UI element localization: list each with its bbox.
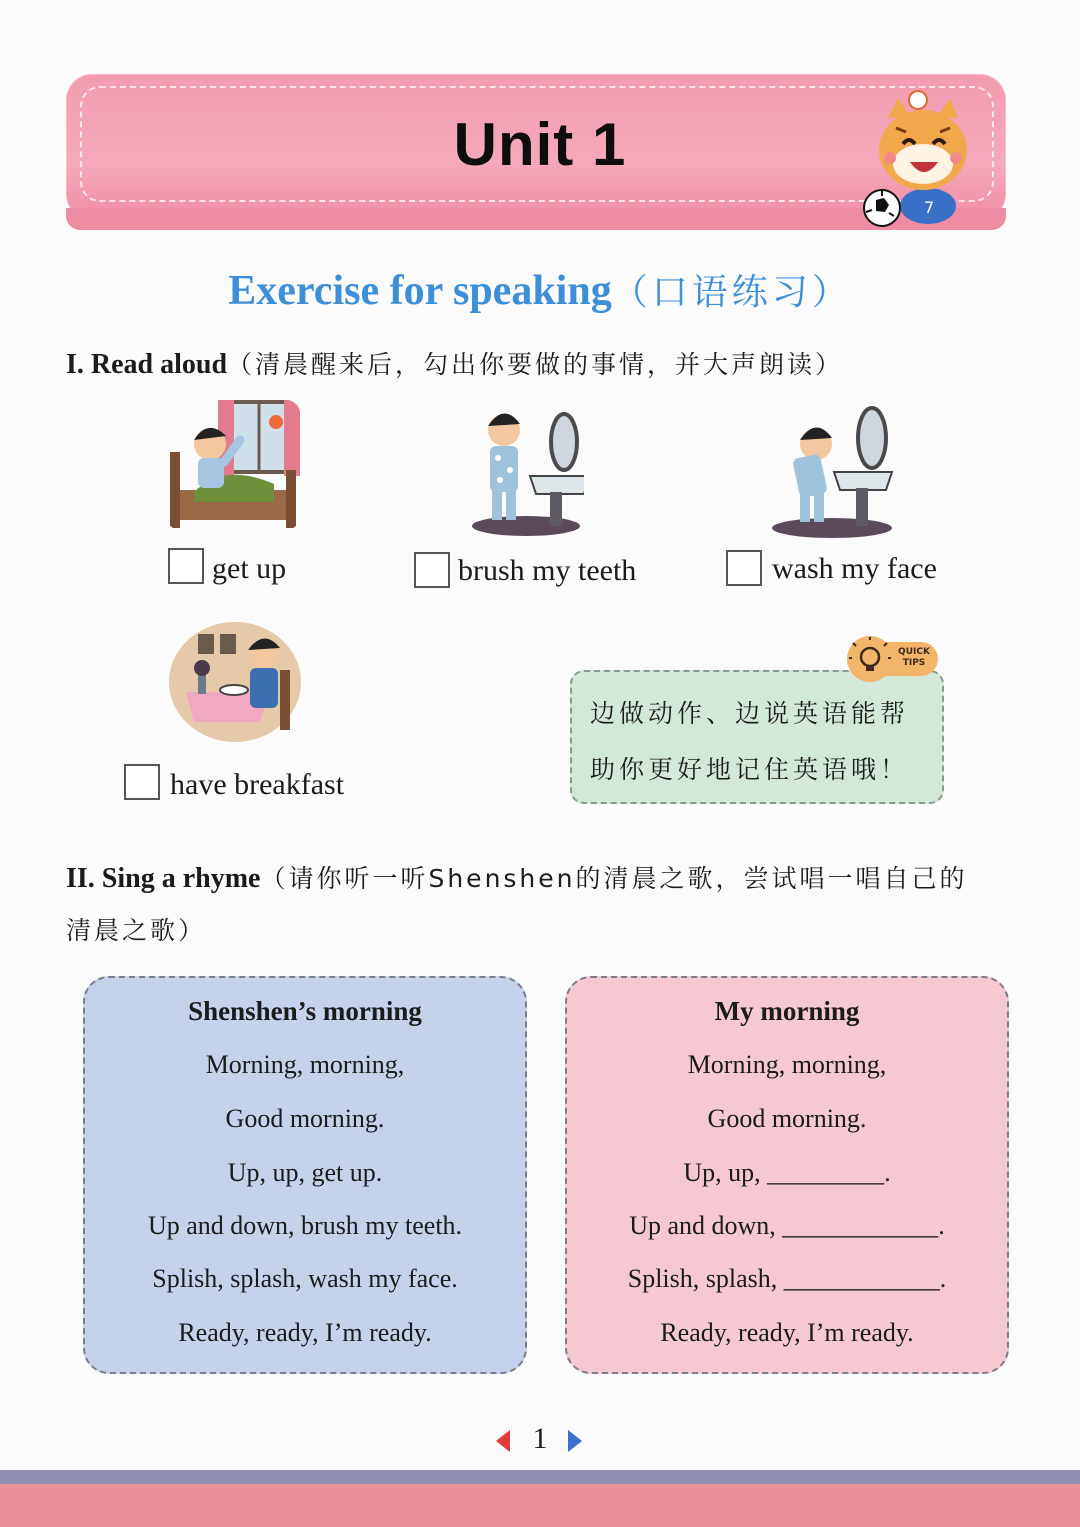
get-up-checkbox[interactable] <box>168 548 204 584</box>
tips-line-2: 助你更好地记住英语哦！ <box>590 755 910 784</box>
section-title <box>0 264 1080 315</box>
part2-instruction-line1: （请你听一听Shenshen的清晨之歌，尝试唱一唱自己的 <box>260 864 968 893</box>
tiger-mascot-icon <box>858 88 988 228</box>
right-card-blank-line[interactable]: Splish, splash, ____________. <box>627 1264 947 1293</box>
left-card-line: Ready, ready, I’m ready. <box>178 1318 432 1347</box>
brush-teeth-illustration <box>470 406 584 536</box>
part2-numeral: II. Sing a rhyme <box>66 863 261 894</box>
left-card-title: Shenshen’s morning <box>188 996 422 1026</box>
part1-numeral: I. Read aloud <box>66 349 228 380</box>
have-breakfast-checkbox[interactable] <box>124 764 160 800</box>
right-card-blank-line[interactable]: Up and down, ____________. <box>629 1211 945 1240</box>
part1-heading <box>66 340 1026 390</box>
right-card-line: Ready, ready, I’m ready. <box>660 1318 914 1347</box>
left-card-line: Up and down, brush my teeth. <box>147 1211 463 1240</box>
footer-stripe-blue <box>0 1470 1080 1484</box>
wash-my-face-label: wash my face <box>772 552 937 585</box>
section-title-en: Exercise for speaking <box>228 268 612 314</box>
left-card-line: Up, up, get up. <box>227 1158 383 1187</box>
have-breakfast-label: have breakfast <box>170 768 345 801</box>
wash-my-face-checkbox[interactable] <box>726 550 762 586</box>
get-up-label: get up <box>212 552 287 585</box>
right-card-line: Good morning. <box>707 1104 867 1133</box>
part2-instruction-line2: 清晨之歌） <box>66 916 207 945</box>
get-up-illustration <box>166 400 300 530</box>
right-card-line: Morning, morning, <box>687 1050 887 1079</box>
wash-face-illustration <box>770 404 894 538</box>
triangle-right-icon <box>568 1430 582 1452</box>
quick-tips-badge <box>846 634 940 684</box>
page-number: 1 <box>532 1422 548 1455</box>
have-breakfast-illustration <box>168 620 302 744</box>
part2-heading-continued <box>66 906 206 956</box>
right-card-blank-line[interactable]: Up, up, _________. <box>683 1158 891 1187</box>
footer-stripe-pink <box>0 1484 1080 1527</box>
brush-my-teeth-checkbox[interactable] <box>414 552 450 588</box>
quick-tips-text: QUICK TIPS <box>898 647 930 668</box>
tips-line-1: 边做动作、边说英语能帮 <box>590 699 910 728</box>
left-card-line: Splish, splash, wash my face. <box>152 1264 458 1293</box>
right-card-title: My morning <box>714 996 860 1026</box>
unit-title: Unit 1 <box>453 111 627 178</box>
brush-my-teeth-label: brush my teeth <box>458 554 637 587</box>
left-card-line: Morning, morning, <box>205 1050 405 1079</box>
section-title-cn: （口语练习） <box>611 272 852 313</box>
svg-text:7: 7 <box>924 198 935 217</box>
left-card-line: Good morning. <box>225 1104 385 1133</box>
part1-instruction: （清晨醒来后，勾出你要做的事情，并大声朗读） <box>227 350 844 379</box>
part2-heading <box>66 854 1026 904</box>
